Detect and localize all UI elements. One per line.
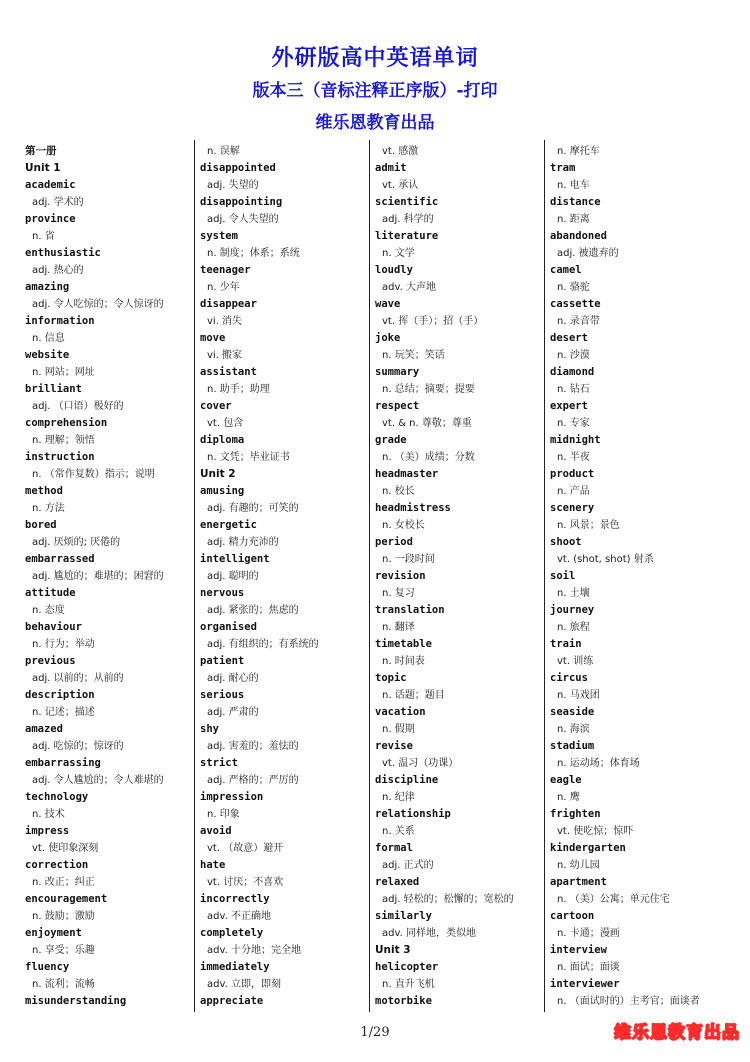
section-heading: Unit 2 xyxy=(200,468,236,480)
vocab-word: product xyxy=(550,468,595,480)
vocab-word: journey xyxy=(550,604,595,616)
vocab-definition: n. 技术 xyxy=(32,809,65,820)
vocab-definition: n. 总结；摘要；提要 xyxy=(382,384,475,395)
vocab-definition: vt. 承认 xyxy=(382,180,419,191)
vocab-definition: n. 享受；乐趣 xyxy=(32,945,95,956)
vocab-word: fluency xyxy=(25,961,70,973)
vocab-word: timetable xyxy=(375,638,432,650)
vocab-definition: adj. 聪明的 xyxy=(207,571,259,582)
vocab-definition: n. 马戏团 xyxy=(557,690,600,701)
vocab-definition: n. 钻石 xyxy=(557,384,590,395)
vocab-definition: n. 翻译 xyxy=(382,622,415,633)
vocab-definition: n. 校长 xyxy=(382,486,415,497)
vocab-definition: adj. 令人尴尬的；令人难堪的 xyxy=(32,775,164,786)
vocab-word: formal xyxy=(375,842,413,854)
vocab-word: camel xyxy=(550,264,582,276)
vocab-word: enjoyment xyxy=(25,927,82,939)
vocab-word: seaside xyxy=(550,706,595,718)
vocab-definition: n. 少年 xyxy=(207,282,240,293)
vocab-word: motorbike xyxy=(375,995,432,1007)
vocab-definition: n. 制度；体系；系统 xyxy=(207,248,300,259)
vocab-word: grade xyxy=(375,434,407,446)
vocab-word: amazing xyxy=(25,281,70,293)
vocab-definition: vt. & n. 尊敬；尊重 xyxy=(382,418,472,429)
vocabulary-columns xyxy=(0,143,750,1013)
vocab-definition: n. 玩笑；笑话 xyxy=(382,350,445,361)
vocab-definition: adj. 有组织的；有系统的 xyxy=(207,639,319,650)
vocab-word: topic xyxy=(375,672,407,684)
vocab-word: relaxed xyxy=(375,876,420,888)
vocab-word: admit xyxy=(375,162,407,174)
vocab-word: relationship xyxy=(375,808,451,820)
vocab-definition: vt. 挥（手）；招（手） xyxy=(382,316,484,327)
vocab-word: appreciate xyxy=(200,995,264,1007)
vocab-definition: adj. 耐心的 xyxy=(207,673,259,684)
vocab-word: cartoon xyxy=(550,910,595,922)
vocab-word: desert xyxy=(550,332,588,344)
vocab-definition: n. 行为；举动 xyxy=(32,639,95,650)
vocab-word: strict xyxy=(200,757,238,769)
vocab-definition: adj. 失望的 xyxy=(207,180,259,191)
vocab-word: stadium xyxy=(550,740,595,752)
vocab-word: bored xyxy=(25,519,57,531)
vocab-definition: n. 幼儿园 xyxy=(557,860,600,871)
vocab-definition: vi. 消失 xyxy=(207,316,243,327)
vocab-word: diploma xyxy=(200,434,245,446)
vocab-definition: adj. 热心的 xyxy=(32,265,84,276)
vocab-word: abandoned xyxy=(550,230,607,242)
vocab-definition: n. 关系 xyxy=(382,826,415,837)
vocab-word: avoid xyxy=(200,825,232,837)
vocab-word: literature xyxy=(375,230,439,242)
vocab-word: scenery xyxy=(550,502,595,514)
vocab-definition: n. （常作复数）指示；说明 xyxy=(32,469,155,480)
vocab-word: headmaster xyxy=(375,468,439,480)
publisher-watermark: 维乐恩教育出品 xyxy=(614,1023,740,1043)
vocab-definition: n. 一段时间 xyxy=(382,554,435,565)
vocab-definition: n. 省 xyxy=(32,231,55,242)
vocab-definition: n. （面试时的）主考官；面谈者 xyxy=(557,996,700,1007)
vocab-word: interviewer xyxy=(550,978,620,990)
vocab-definition: n. 理解；领悟 xyxy=(32,435,95,446)
vocab-definition: adj. 正式的 xyxy=(382,860,434,871)
vocab-word: distance xyxy=(550,196,601,208)
vocab-definition: adj. 有趣的；可笑的 xyxy=(207,503,299,514)
vocab-definition: vt. (shot, shot) 射杀 xyxy=(557,554,654,565)
vocab-column-3 xyxy=(375,143,545,1010)
vocab-word: midnight xyxy=(550,434,601,446)
vocab-definition: n. 印象 xyxy=(207,809,240,820)
vocab-definition: n. 假期 xyxy=(382,724,415,735)
vocab-word: expert xyxy=(550,400,588,412)
vocab-definition: n. 直升飞机 xyxy=(382,979,435,990)
vocab-definition: adv. 同样地，类似地 xyxy=(382,928,476,939)
section-heading: Unit 3 xyxy=(375,944,411,956)
vocab-definition: adj. 令人吃惊的；令人惊讶的 xyxy=(32,299,164,310)
vocab-definition: adj. 严格的；严厉的 xyxy=(207,775,299,786)
vocab-word: disappointed xyxy=(200,162,276,174)
vocab-definition: n. 女校长 xyxy=(382,520,425,531)
vocab-word: vacation xyxy=(375,706,426,718)
vocab-definition: adj. 紧张的；焦虑的 xyxy=(207,605,299,616)
vocab-definition: n. 电车 xyxy=(557,180,590,191)
vocab-word: amusing xyxy=(200,485,245,497)
vocab-word: behaviour xyxy=(25,621,82,633)
vocab-word: tram xyxy=(550,162,576,174)
vocab-definition: vt. 使吃惊；惊吓 xyxy=(557,826,634,837)
vocab-definition: n. 流利；流畅 xyxy=(32,979,95,990)
vocab-word: respect xyxy=(375,400,420,412)
vocab-word: disappointing xyxy=(200,196,283,208)
vocab-word: summary xyxy=(375,366,420,378)
vocab-definition: adj. 吃惊的；惊讶的 xyxy=(32,741,124,752)
vocab-word: cover xyxy=(200,400,232,412)
vocab-definition: adj. 精力充沛的 xyxy=(207,537,279,548)
vocab-word: instruction xyxy=(25,451,95,463)
vocab-definition: n. 沙漠 xyxy=(557,350,590,361)
vocab-word: loudly xyxy=(375,264,413,276)
vocab-word: discipline xyxy=(375,774,439,786)
vocab-word: cassette xyxy=(550,298,601,310)
vocab-definition: vt. 使印象深刻 xyxy=(32,843,99,854)
vocab-word: soil xyxy=(550,570,576,582)
vocab-word: circus xyxy=(550,672,588,684)
vocab-word: eagle xyxy=(550,774,582,786)
vocab-word: immediately xyxy=(200,961,270,973)
vocab-word: similarly xyxy=(375,910,432,922)
vocab-word: teenager xyxy=(200,264,251,276)
vocab-definition: n. 助手；助理 xyxy=(207,384,270,395)
vocab-word: train xyxy=(550,638,582,650)
vocab-word: wave xyxy=(375,298,401,310)
vocab-word: amazed xyxy=(25,723,63,735)
vocab-column-2 xyxy=(200,143,370,1010)
document-subtitle: 版本三（音标注释正序版）-打印 xyxy=(252,81,498,101)
vocab-definition: vt. 讨厌；不喜欢 xyxy=(207,877,284,888)
vocab-word: interview xyxy=(550,944,607,956)
vocab-word: nervous xyxy=(200,587,245,599)
vocab-word: encouragement xyxy=(25,893,108,905)
vocab-definition: n. 旅程 xyxy=(557,622,590,633)
vocab-word: hate xyxy=(200,859,226,871)
vocab-definition: adj. 以前的；从前的 xyxy=(32,673,124,684)
vocab-definition: adv. 不正确地 xyxy=(207,911,271,922)
vocab-definition: n. 专家 xyxy=(557,418,590,429)
vocab-word: energetic xyxy=(200,519,257,531)
vocab-word: frighten xyxy=(550,808,601,820)
vocab-definition: n. 距离 xyxy=(557,214,590,225)
vocab-definition: adj. 轻松的；松懈的；宽松的 xyxy=(382,894,514,905)
vocab-definition: n. 复习 xyxy=(382,588,415,599)
vocab-definition: n. 面试；面谈 xyxy=(557,962,620,973)
vocab-word: impression xyxy=(200,791,264,803)
vocab-definition: n. 态度 xyxy=(32,605,65,616)
section-heading: Unit 1 xyxy=(25,162,61,174)
vocab-word: move xyxy=(200,332,226,344)
vocab-definition: adj. 严肃的 xyxy=(207,707,259,718)
vocab-word: information xyxy=(25,315,95,327)
vocab-definition: n. 半夜 xyxy=(557,452,590,463)
vocab-definition: adv. 大声地 xyxy=(382,282,436,293)
vocab-definition: n. （美）成绩；分数 xyxy=(382,452,475,463)
vocab-word: period xyxy=(375,536,413,548)
vocab-definition: n. 录音带 xyxy=(557,316,600,327)
vocab-word: diamond xyxy=(550,366,595,378)
vocab-definition: adj. 科学的 xyxy=(382,214,434,225)
vocab-word: kindergarten xyxy=(550,842,626,854)
vocab-definition: adj. 尴尬的；难堪的；困窘的 xyxy=(32,571,164,582)
title-block xyxy=(0,44,750,138)
vocab-column-4 xyxy=(550,143,720,1010)
vocab-word: attitude xyxy=(25,587,76,599)
vocab-definition: vt. 感激 xyxy=(382,146,419,157)
vocab-definition: n. 信息 xyxy=(32,333,65,344)
vocab-word: scientific xyxy=(375,196,439,208)
vocab-definition: vt. 训练 xyxy=(557,656,594,667)
vocab-definition: n. 记述；描述 xyxy=(32,707,95,718)
vocab-word: embarrassed xyxy=(25,553,95,565)
vocab-word: province xyxy=(25,213,76,225)
vocab-word: apartment xyxy=(550,876,607,888)
vocab-word: patient xyxy=(200,655,245,667)
vocab-definition: n. 土壤 xyxy=(557,588,590,599)
vocab-definition: adj. 厌烦的; 厌倦的 xyxy=(32,537,121,548)
vocab-word: description xyxy=(25,689,95,701)
vocab-word: brilliant xyxy=(25,383,82,395)
vocab-word: revision xyxy=(375,570,426,582)
vocab-word: headmistress xyxy=(375,502,451,514)
vocab-definition: vt. 温习（功课） xyxy=(382,758,459,769)
vocab-definition: n. （美）公寓；单元住宅 xyxy=(557,894,670,905)
document-title: 外研版高中英语单词 xyxy=(271,46,479,71)
vocab-word: technology xyxy=(25,791,89,803)
vocab-definition: n. 网站；网址 xyxy=(32,367,95,378)
vocab-word: correction xyxy=(25,859,89,871)
vocab-word: translation xyxy=(375,604,445,616)
vocab-definition: adj. 学术的 xyxy=(32,197,84,208)
vocab-word: joke xyxy=(375,332,401,344)
vocab-word: shy xyxy=(200,723,219,735)
vocab-definition: n. 话题；题目 xyxy=(382,690,445,701)
vocab-definition: n. 纪律 xyxy=(382,792,415,803)
vocab-definition: adj. 被遗弃的 xyxy=(557,248,619,259)
vocab-definition: n. 文学 xyxy=(382,248,415,259)
vocab-definition: n. 骆驼 xyxy=(557,282,590,293)
vocab-word: completely xyxy=(200,927,264,939)
vocab-definition: n. 海滨 xyxy=(557,724,590,735)
vocab-definition: adj. 令人失望的 xyxy=(207,214,279,225)
vocab-word: method xyxy=(25,485,63,497)
vocab-word: helicopter xyxy=(375,961,439,973)
vocab-word: impress xyxy=(25,825,70,837)
vocab-word: serious xyxy=(200,689,245,701)
vocab-definition: n. 产品 xyxy=(557,486,590,497)
publisher-line: 维乐恩教育出品 xyxy=(315,113,435,133)
vocab-definition: n. 文凭；毕业证书 xyxy=(207,452,290,463)
vocab-word: assistant xyxy=(200,366,257,378)
vocab-definition: adj. 害羞的；羞怯的 xyxy=(207,741,299,752)
vocab-definition: n. 运动场；体育场 xyxy=(557,758,640,769)
vocab-word: revise xyxy=(375,740,413,752)
vocab-definition: n. 时间表 xyxy=(382,656,425,667)
vocab-word: intelligent xyxy=(200,553,270,565)
vocab-word: misunderstanding xyxy=(25,995,127,1007)
vocab-definition: n. 鹰 xyxy=(557,792,580,803)
vocab-definition: adv. 十分地；完全地 xyxy=(207,945,301,956)
vocab-definition: n. 改正；纠正 xyxy=(32,877,95,888)
vocab-word: website xyxy=(25,349,70,361)
vocab-word: incorrectly xyxy=(200,893,270,905)
vocab-definition: n. 风景；景色 xyxy=(557,520,620,531)
vocab-definition: n. 卡通；漫画 xyxy=(557,928,620,939)
vocab-definition: vt. 包含 xyxy=(207,418,244,429)
vocab-definition: vi. 搬家 xyxy=(207,350,243,361)
vocab-definition: adv. 立即，即刻 xyxy=(207,979,281,990)
section-heading: 第一册 xyxy=(25,145,57,157)
vocab-word: disappear xyxy=(200,298,257,310)
vocab-word: previous xyxy=(25,655,76,667)
vocab-word: enthusiastic xyxy=(25,247,101,259)
page-number: 1/29 xyxy=(360,1025,390,1040)
vocab-word: system xyxy=(200,230,238,242)
vocab-word: organised xyxy=(200,621,257,633)
vocab-definition: adj. （口语）极好的 xyxy=(32,401,124,412)
vocab-column-1 xyxy=(25,143,195,1010)
vocab-word: academic xyxy=(25,179,76,191)
vocab-definition: n. 鼓励；激励 xyxy=(32,911,95,922)
vocab-word: embarrassing xyxy=(25,757,101,769)
vocab-definition: n. 摩托车 xyxy=(557,146,600,157)
vocab-definition: n. 误解 xyxy=(207,146,240,157)
vocab-word: shoot xyxy=(550,536,582,548)
vocab-definition: vt. （故意）避开 xyxy=(207,843,284,854)
vocab-word: comprehension xyxy=(25,417,108,429)
vocab-definition: n. 方法 xyxy=(32,503,65,514)
